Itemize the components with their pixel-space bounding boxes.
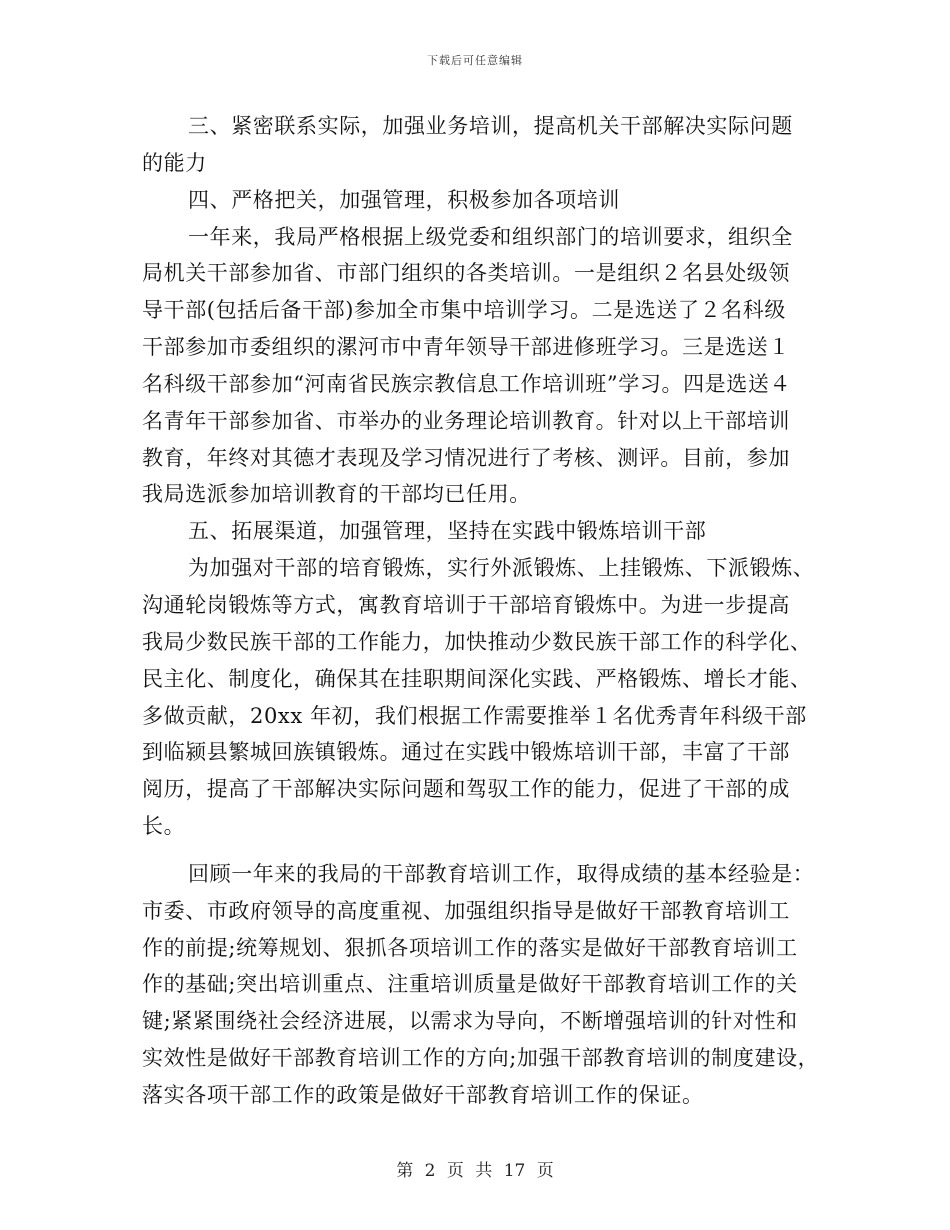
text-line: 的能力 [142, 150, 207, 175]
text-line: 一年来，我局严格根据上级党委和组织部门的培训要求，组织全 [188, 224, 793, 249]
paragraph-gap [142, 845, 814, 856]
text-line: 到临颍县繁城回族镇锻炼。通过在实践中锻炼培训干部，丰富了干部 [142, 740, 790, 765]
text-line: 阅历，提高了干部解决实际问题和驾驭工作的能力，促进了干部的成 [142, 777, 790, 802]
text-line: 回顾一年来的我局的干部教育培训工作，取得成绩的基本经验是： [188, 861, 815, 886]
text-line: 名青年干部参加省、市举办的业务理论培训教育。针对以上干部培训 [142, 408, 790, 433]
page-footer: 第 2 页 共 17 页 [396, 1161, 554, 1181]
text-line: 作的基础;突出培训重点、注重培训质量是做好干部教育培训工作的关 [142, 972, 798, 997]
text-line: 市委、市政府领导的高度重视、加强组织指导是做好干部教育培训工 [142, 898, 790, 923]
text-line: 键;紧紧围绕社会经济进展，以需求为导向，不断增强培训的针对性和 [142, 1009, 798, 1034]
text-line: 沟通轮岗锻炼等方式，寓教育培训于干部培育锻炼中。为进一步提高 [142, 592, 790, 617]
section-heading-4: 四、严格把关，加强管理，积极参加各项培训 [188, 187, 620, 212]
text-line: 长。 [142, 814, 186, 839]
text-line: 我局少数民族干部的工作能力，加快推动少数民族干部工作的科学化、 [142, 629, 812, 654]
text-line: 落实各项干部工作的政策是做好干部教育培训工作的保证。 [142, 1082, 704, 1107]
text-line: 导干部(包括后备干部)参加全市集中培训学习。二是选送了２名科级 [142, 298, 786, 323]
text-line: 局机关干部参加省、市部门组织的各类培训。一是组织２名县处级领 [142, 261, 790, 286]
text-line: 我局选派参加培训教育的干部均已任用。 [142, 482, 531, 507]
text-line: 实效性是做好干部教育培训工作的方向;加强干部教育培训的制度建设， [142, 1046, 820, 1071]
page-header: 下载后可任意编辑 [427, 54, 523, 67]
text-line: 民主化、制度化，确保其在挂职期间深化实践、严格锻炼、增长才能、 [142, 666, 812, 691]
text-line: 教育，年终对其德才表现及学习情况进行了考核、测评。目前，参加 [142, 445, 790, 470]
text-line: 名科级干部参加“河南省民族宗教信息工作培训班”学习。四是选送４ [142, 371, 792, 396]
section-heading-3: 三、紧密联系实际，加强业务培训，提高机关干部解决实际问题 [188, 114, 793, 138]
text-line: 作的前提;统筹规划、狠抓各项培训工作的落实是做好干部教育培训工 [142, 935, 798, 960]
text-line: 多做贡献，20xx 年初，我们根据工作需要推举１名优秀青年科级干部 [142, 703, 807, 728]
text-line: 干部参加市委组织的漯河市中青年领导干部进修班学习。三是选送１ [142, 335, 790, 360]
document-body [142, 108, 820, 1114]
text-line: 为加强对干部的培育锻炼，实行外派锻炼、上挂锻炼、下派锻炼、 [188, 556, 815, 581]
section-heading-5: 五、拓展渠道，加强管理，坚持在实践中锻炼培训干部 [188, 519, 707, 544]
